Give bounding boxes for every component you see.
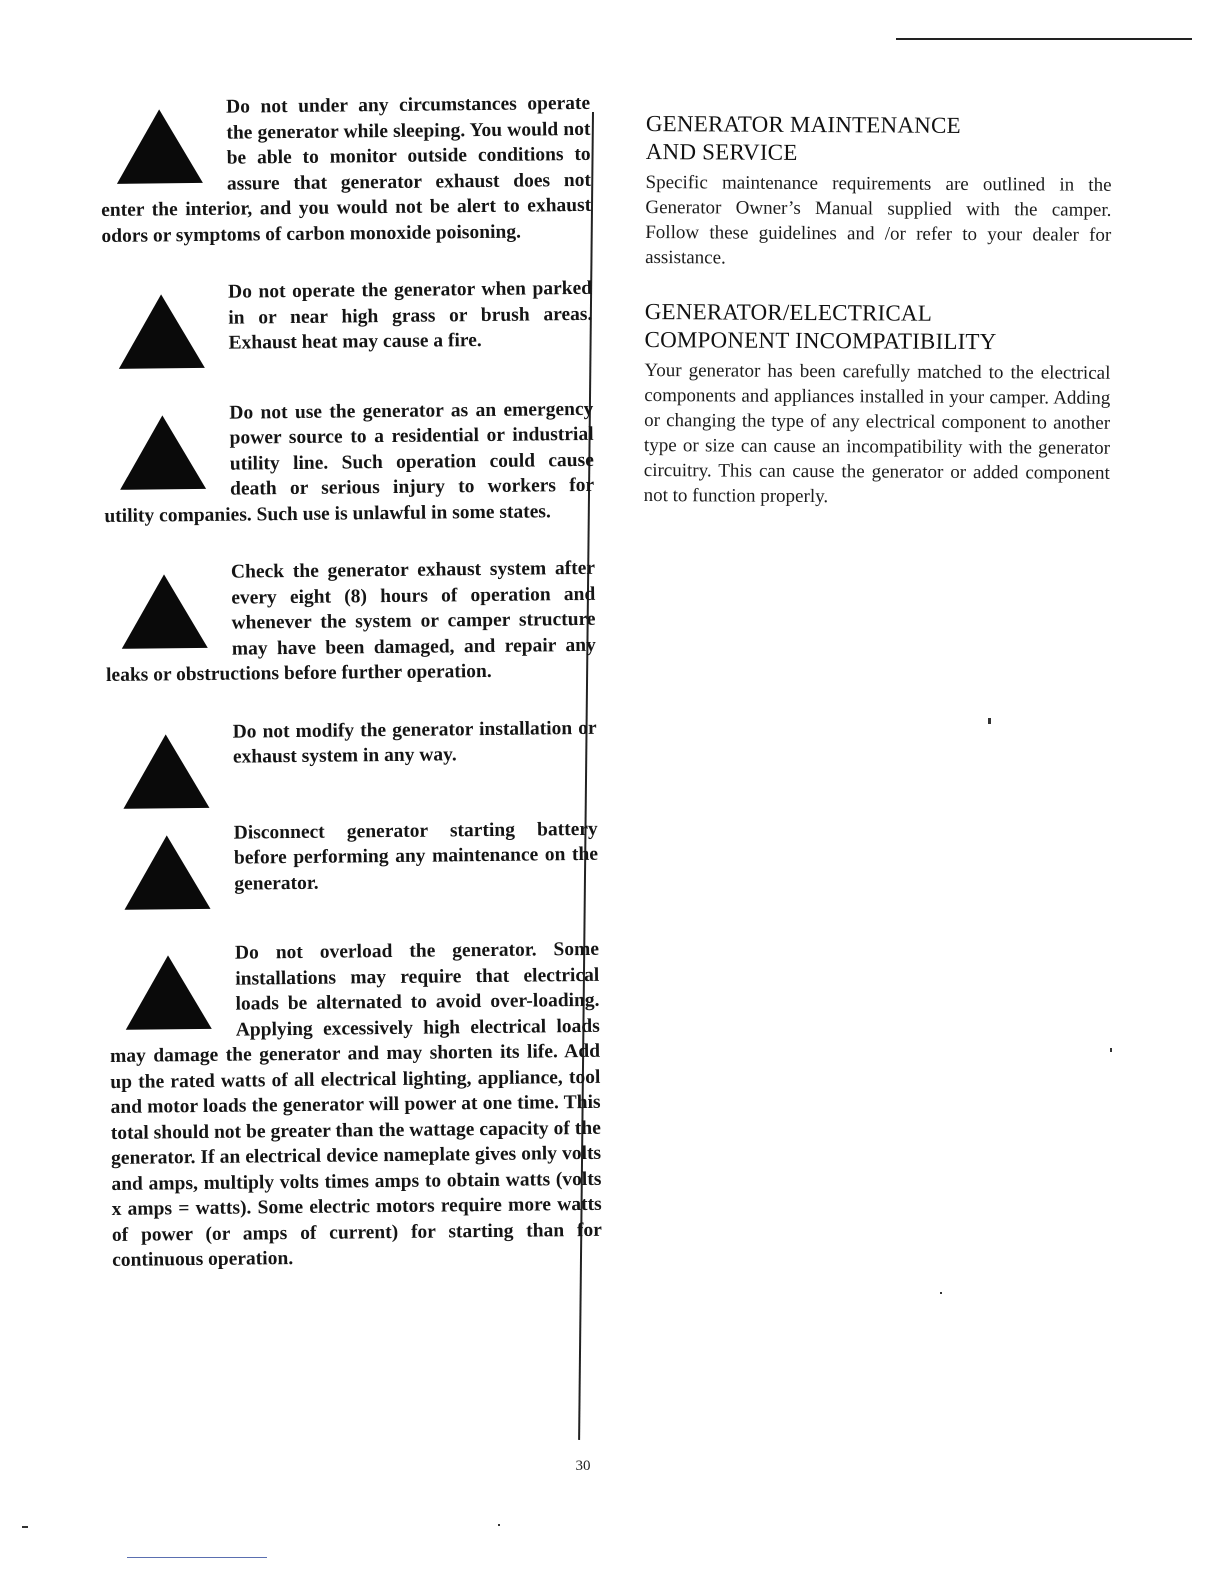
warning-triangle-icon xyxy=(116,292,207,371)
scan-speck xyxy=(1110,1048,1112,1052)
warning-text: Do not modify the generator installation or exhaust system in any way. xyxy=(232,717,597,768)
warning-triangle-icon xyxy=(117,412,208,491)
warning-block xyxy=(102,276,593,358)
page-number: 30 xyxy=(575,1458,591,1474)
scan-speck xyxy=(22,1526,28,1528)
warning-block xyxy=(107,715,598,771)
warning-text: Check the generator exhaust system after every eight (8) hours of operation and whenever the system or camper structure may have been damaged, and repair any leaks or obstructions before further operation. xyxy=(105,557,596,686)
warning-triangle-icon xyxy=(122,832,213,911)
warning-triangle-icon xyxy=(121,731,212,810)
warning-text: Do not under any circumstances operate the generator while sleeping. You would not be able to monitor outside conditions to assure that generator exhaust does not enter the interior, and you would not be alert to exhaust odors or symptoms of carbon monoxide poisoning. xyxy=(101,92,592,247)
heading-line: AND SERVICE xyxy=(645,138,798,165)
warning-triangle-icon xyxy=(114,107,205,186)
scan-speck xyxy=(940,1292,942,1294)
scan-speck xyxy=(988,718,991,724)
heading-line: GENERATOR/ELECTRICAL xyxy=(644,298,933,326)
warning-block xyxy=(100,91,592,249)
warning-text: Do not overload the generator. Some installations may require that electrical loads be alternated to avoid over-loading. Applying excessively high electrical loads may damage the generator and may shorten its life. Add up the rated watts of all electrical lighting, appliance, tool and motor loads the generator will power at one time. This total should not be greater than the wattage capacity of the generator. If an electrical device nameplate gives only volts and amps, multiply volts times amps to obtain watts (volts x amps = watts). Some electric motors require more watts of power (or amps of current) for starting than for continuous operation. xyxy=(109,938,603,1271)
warning-text: Do not use the generator as an emergency power source to a residential or industrial utility line. Such operation could cause death or serious injury to workers for utility companies. Such use is unlawful in some states. xyxy=(104,398,595,527)
info-column xyxy=(643,110,1112,539)
section-body: Specific maintenance requirements are outlined in the Generator Owner’s Manual supplied with the camper. Follow these guidelines and /or refer to your dealer for assistance. xyxy=(645,171,1112,269)
warning-block xyxy=(105,556,596,689)
warning-text: Do not operate the generator when parked in or near high grass or brush areas. Exhaust heat may cause a fire. xyxy=(227,277,593,354)
top-rule xyxy=(896,38,1192,40)
warnings-column xyxy=(100,91,603,1306)
incompatibility-section xyxy=(644,298,1111,511)
warning-block xyxy=(103,396,594,529)
section-body: Your generator has been carefully matched to the electrical components and appliances installed in your camper. Adding or changing the type of any electrical component to another type or size can cause an incompatibility with the generator circuitry. This can cause the generator or added component not to function properly. xyxy=(643,359,1111,508)
maintenance-section xyxy=(645,110,1112,273)
section-heading xyxy=(646,110,1112,169)
warning-triangle-icon xyxy=(119,572,210,651)
section-heading xyxy=(645,298,1111,357)
bottom-rule xyxy=(127,1557,267,1558)
warning-triangle-icon xyxy=(123,953,214,1032)
warning-block xyxy=(109,937,602,1274)
heading-line: GENERATOR MAINTENANCE xyxy=(645,110,961,138)
scan-speck xyxy=(498,1524,500,1526)
heading-line: COMPONENT INCOMPATIBILITY xyxy=(644,326,997,355)
warning-text: Disconnect generator starting battery before performing any maintenance on the generator. xyxy=(233,818,599,895)
warning-block xyxy=(108,816,599,898)
